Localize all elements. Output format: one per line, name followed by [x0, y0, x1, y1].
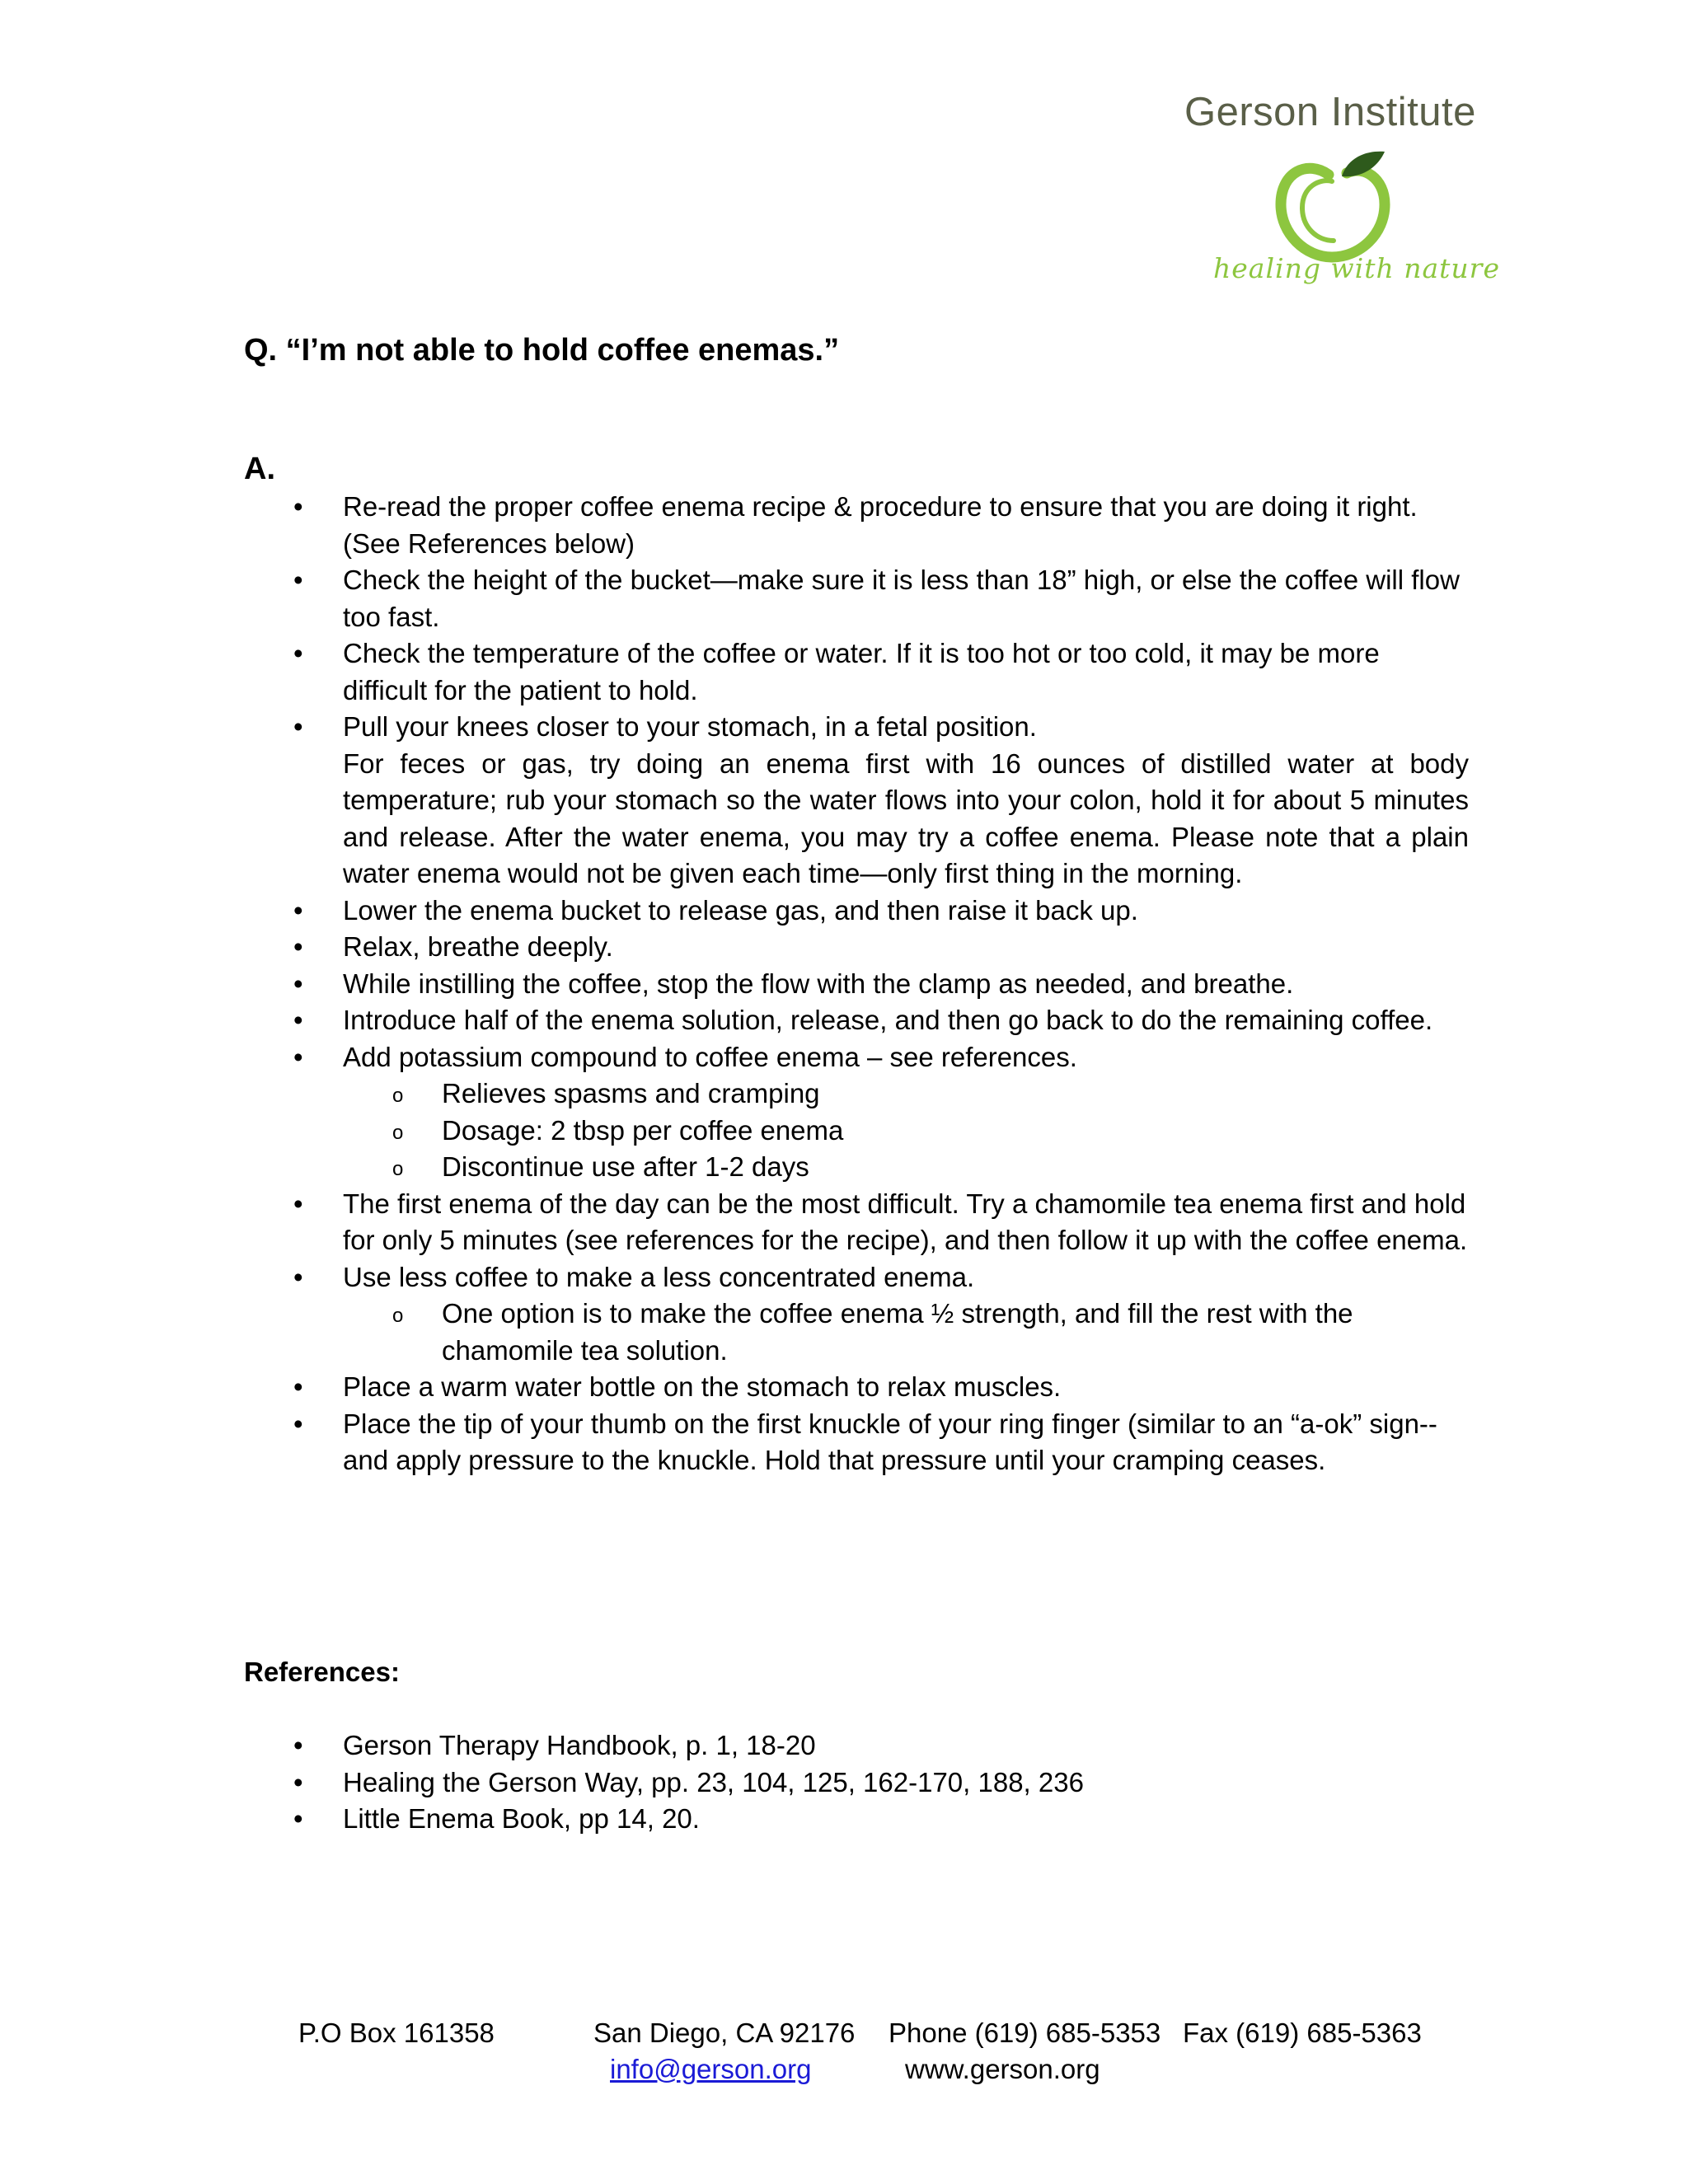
list-item	[244, 1259, 1469, 1370]
logo-title: Gerson Institute	[1184, 90, 1476, 134]
list-item: • Check the temperature of the coffee or water. If it is too hot or too cold, it may be more difficult for the patient to hold.	[244, 635, 1469, 709]
apple-logo-icon	[1271, 148, 1395, 264]
answer-list	[244, 489, 1469, 1479]
less-coffee-sublist	[343, 1296, 1469, 1369]
footer-phone: Phone (619) 685-5353	[889, 2018, 1161, 2048]
list-item: • While instilling the coffee, stop the flow with the clamp as needed, and breathe.	[244, 966, 1469, 1003]
list-item-text: Pull your knees closer to your stomach, in a fetal position.	[343, 711, 1037, 742]
list-item: • Re-read the proper coffee enema recipe & procedure to ensure that you are doing it right. (See References below)	[244, 489, 1469, 562]
list-item: • The first enema of the day can be the most difficult. Try a chamomile tea enema first and hold for only 5 minutes (see references for the recipe), and then follow it up with the coffee enema.	[244, 1186, 1469, 1259]
footer-fax: Fax (619) 685-5363	[1183, 2018, 1422, 2048]
footer-city: San Diego, CA 92176	[593, 2018, 856, 2048]
list-item: • Place the tip of your thumb on the first knuckle of your ring finger (similar to an “a-ok” sign--and apply pressure to the knuckle. Hold that pressure until your cramping ceases.	[244, 1406, 1469, 1479]
potassium-sublist	[343, 1076, 1469, 1186]
list-item: • Introduce half of the enema solution, release, and then go back to do the remaining coffee.	[244, 1002, 1469, 1039]
reference-item: • Little Enema Book, pp 14, 20.	[244, 1801, 1469, 1838]
sub-list-item: o Dosage: 2 tbsp per coffee enema	[343, 1113, 1469, 1150]
list-item: • Lower the enema bucket to release gas, and then raise it back up.	[244, 893, 1469, 930]
footer-po-box: P.O Box 161358	[298, 2018, 495, 2048]
list-item: • Check the height of the bucket—make sure it is less than 18” high, or else the coffee will flow too fast.	[244, 562, 1469, 635]
list-item-text: Use less coffee to make a less concentrated enema.	[343, 1261, 975, 1292]
reference-item: • Gerson Therapy Handbook, p. 1, 18-20	[244, 1727, 1469, 1765]
sub-list-item: o Discontinue use after 1-2 days	[343, 1149, 1469, 1186]
list-item	[244, 1039, 1469, 1186]
list-item	[244, 709, 1469, 893]
references-list	[244, 1727, 1469, 1838]
fetal-position-paragraph: For feces or gas, try doing an enema first with 16 ounces of distilled water at body temperature; rub your stomach so the water flows into your colon, hold it for about 5 minutes and release. After the water enema, you may try a coffee enema. Please note that a plain water enema would not be given each time—only first thing in the morning.	[343, 748, 1469, 888]
gerson-logo	[1179, 89, 1500, 295]
sub-list-item: o Relieves spasms and cramping	[343, 1076, 1469, 1113]
list-item: • Relax, breathe deeply.	[244, 929, 1469, 966]
logo-tagline: healing with nature	[1213, 252, 1500, 284]
sub-list-item: o One option is to make the coffee enema ½ strength, and fill the rest with the chamomile tea solution.	[343, 1296, 1469, 1369]
question-heading: Q. “I’m not able to hold coffee enemas.”	[244, 333, 840, 368]
list-item: • Place a warm water bottle on the stomach to relax muscles.	[244, 1369, 1469, 1406]
reference-item: • Healing the Gerson Way, pp. 23, 104, 125, 162-170, 188, 236	[244, 1765, 1469, 1802]
list-item-text: Add potassium compound to coffee enema – see references.	[343, 1041, 1077, 1072]
answer-label: A.	[244, 452, 275, 486]
references-heading: References:	[244, 1657, 400, 1687]
footer-email-link[interactable]: info@gerson.org	[610, 2054, 812, 2084]
footer-website: www.gerson.org	[905, 2054, 1100, 2084]
